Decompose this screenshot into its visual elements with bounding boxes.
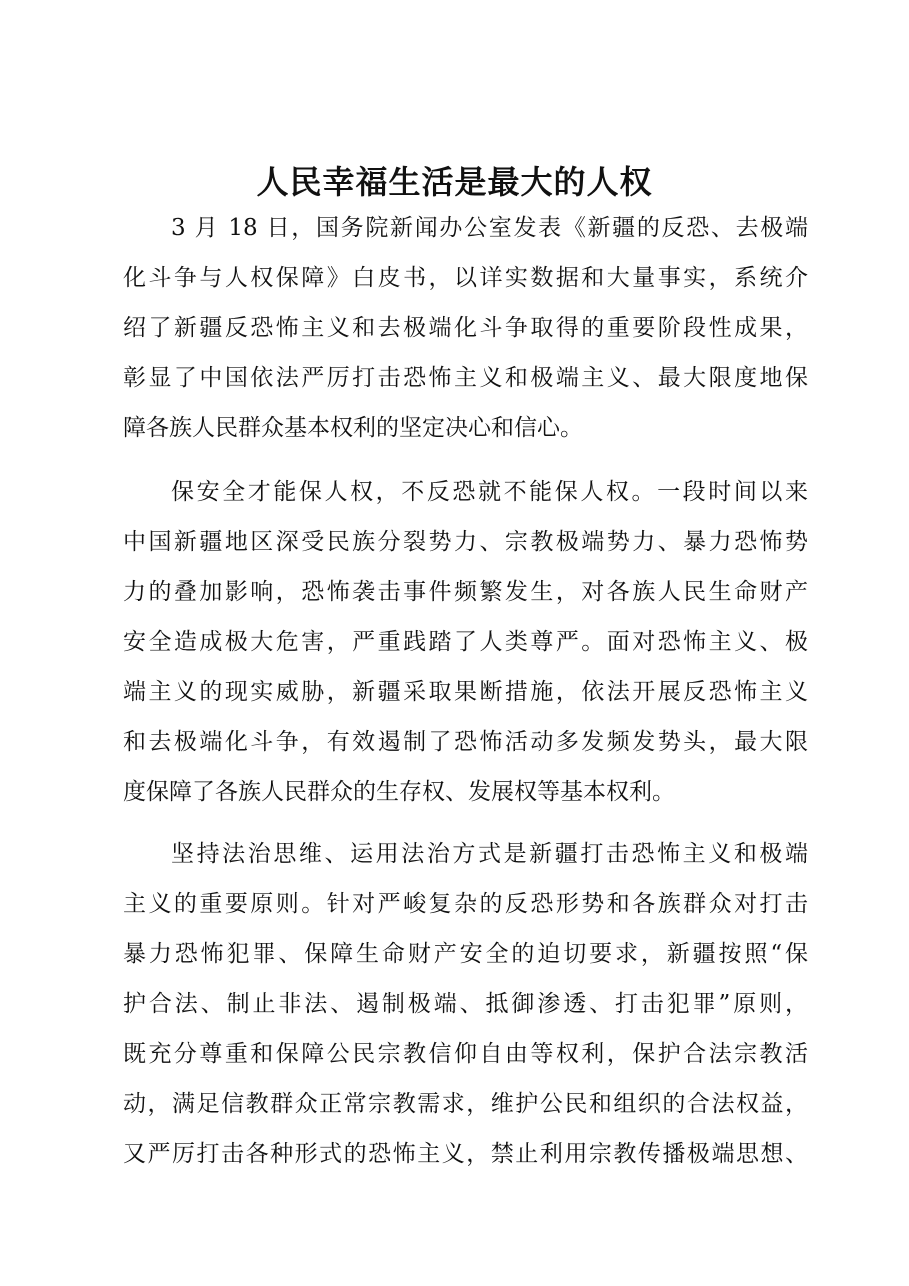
paragraph-line: 化斗争与人权保障》白皮书，以详实数据和大量事实，系统介 [123,265,808,291]
paragraph-line: 护合法、制止非法、遏制极端、抵御渗透、打击犯罪”原则， [123,991,808,1017]
paragraph-line: 坚持法治思维、运用法治方式是新疆打击恐怖主义和极端 [171,841,808,867]
paragraph-line: 既充分尊重和保障公民宗教信仰自由等权利，保护合法宗教活 [123,1041,808,1067]
paragraph-line: 力的叠加影响，恐怖袭击事件频繁发生，对各族人民生命财产 [123,579,808,605]
paragraph-line: 又严厉打击各种形式的恐怖主义，禁止利用宗教传播极端思想、 [123,1141,808,1167]
paragraph-line: 障各族人民群众基本权利的坚定决心和信心。 [123,415,583,441]
paragraph-line: 3 月 18 日，国务院新闻办公室发表《新疆的反恐、去极端 [171,215,808,241]
paragraph-line: 主义的重要原则。针对严峻复杂的反恐形势和各族群众对打击 [123,891,808,917]
paragraph-line: 端主义的现实威胁，新疆采取果断措施，依法开展反恐怖主义 [123,679,808,705]
paragraph-line: 彰显了中国依法严厉打击恐怖主义和极端主义、最大限度地保 [123,365,808,391]
paragraph-line: 度保障了各族人民群众的生存权、发展权等基本权利。 [123,779,675,805]
paragraph-line: 中国新疆地区深受民族分裂势力、宗教极端势力、暴力恐怖势 [123,529,808,555]
paragraph-line: 暴力恐怖犯罪、保障生命财产安全的迫切要求，新疆按照“保 [123,941,808,967]
paragraph-line: 保安全才能保人权，不反恐就不能保人权。一段时间以来 [171,479,808,505]
paragraph-line: 安全造成极大危害，严重践踏了人类尊严。面对恐怖主义、极 [123,629,808,655]
document-title: 人民幸福生活是最大的人权 [256,163,653,201]
paragraph-line: 和去极端化斗争，有效遏制了恐怖活动多发频发势头，最大限 [123,729,808,755]
paragraph-line: 绍了新疆反恐怖主义和去极端化斗争取得的重要阶段性成果， [123,315,808,341]
paragraph-line: 动，满足信教群众正常宗教需求，维护公民和组织的合法权益， [123,1091,808,1117]
